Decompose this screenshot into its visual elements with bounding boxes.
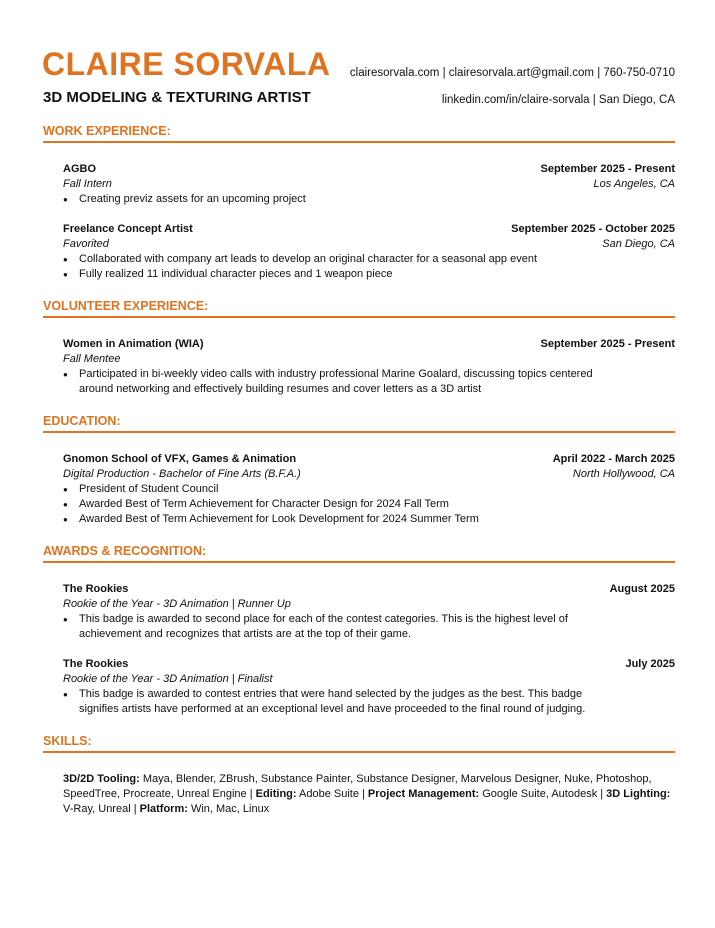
- section-heading: WORK EXPERIENCE:: [43, 123, 675, 143]
- entry-organization: Freelance Concept Artist: [63, 223, 193, 235]
- skill-category-label: Editing:: [255, 788, 297, 800]
- resume-section: [43, 413, 675, 527]
- entry-subheader: [63, 177, 675, 192]
- entry-subheader: [63, 672, 675, 687]
- entry-header: [63, 222, 675, 237]
- entry-bullets: [63, 367, 675, 397]
- resume-body: [43, 123, 675, 833]
- entry: [63, 162, 675, 207]
- bullet-item: ● Participated in bi-weekly video calls with industry professional Marine Goalard, discussing topics centered around networking and effectively building resumes and cover letters as a 3D artist: [63, 367, 675, 397]
- entry-header: [63, 582, 675, 597]
- entry-role: Rookie of the Year - 3D Animation | Finalist: [63, 673, 273, 685]
- skills-section: [43, 733, 675, 817]
- bullet-item: ● This badge is awarded to second place for each of the contest categories. This is the highest level of achievement and recognizes that artists are at the top of their game.: [63, 612, 675, 642]
- resume-name: CLAIRE SORVALA: [42, 46, 331, 82]
- entry: [63, 337, 675, 397]
- entry-bullets: [63, 192, 675, 207]
- entry-date: April 2022 - March 2025: [552, 453, 675, 465]
- entry: [63, 452, 675, 527]
- entry-date: September 2025 - Present: [540, 163, 675, 175]
- entry-subheader: [63, 597, 675, 612]
- skill-category-value: Maya, Blender, ZBrush, Substance Painter, Substance Designer, Marvelous Designer, Nuke, Photoshop, SpeedTree, Procreate, Unreal Engine |: [63, 773, 652, 800]
- entry-bullets: [63, 612, 675, 642]
- skill-category-label: Platform:: [139, 803, 188, 815]
- entry-date: August 2025: [609, 583, 675, 595]
- entry-subheader: [63, 237, 675, 252]
- entry: [63, 222, 675, 282]
- resume-section: [43, 123, 675, 282]
- section-body: [43, 337, 675, 397]
- entry: [63, 657, 675, 717]
- section-heading: SKILLS:: [43, 733, 675, 753]
- skill-category-value: Google Suite, Autodesk |: [479, 788, 607, 800]
- skill-category-label: 3D/2D Tooling:: [63, 773, 140, 785]
- bullet-item: ● Awarded Best of Term Achievement for Look Development for 2024 Summer Term: [63, 512, 675, 527]
- entry-location: North Hollywood, CA: [572, 468, 675, 480]
- entry-organization: AGBO: [63, 163, 96, 175]
- resume-title: 3D MODELING & TEXTURING ARTIST: [43, 89, 311, 106]
- entry: [63, 582, 675, 642]
- bullet-item: ● Creating previz assets for an upcoming project: [63, 192, 675, 207]
- entry-bullets: [63, 482, 675, 527]
- resume-section: [43, 543, 675, 717]
- skill-category-value: Win, Mac, Linux: [187, 803, 270, 815]
- skill-category-label: 3D Lighting:: [606, 788, 671, 800]
- section-body: [43, 582, 675, 717]
- entry-role: Rookie of the Year - 3D Animation | Runner Up: [63, 598, 291, 610]
- entry-subheader: [63, 467, 675, 482]
- entry-role: Fall Intern: [63, 178, 112, 190]
- section-heading: VOLUNTEER EXPERIENCE:: [43, 298, 675, 318]
- entry-organization: Gnomon School of VFX, Games & Animation: [63, 453, 297, 465]
- bullet-item: ● Collaborated with company art leads to develop an original character for a seasonal app event: [63, 252, 675, 267]
- entry-role: Favorited: [63, 238, 109, 250]
- entry-location: Los Angeles, CA: [593, 178, 675, 190]
- skill-category-value: V-Ray, Unreal |: [63, 803, 140, 815]
- contact-line-1: clairesorvala.com | clairesorvala.art@gmail.com | 760-750-0710: [349, 67, 675, 79]
- bullet-item: ● Awarded Best of Term Achievement for Character Design for 2024 Fall Term: [63, 497, 675, 512]
- entry-date: September 2025 - Present: [540, 338, 675, 350]
- contact-line-2: linkedin.com/in/claire-sorvala | San Diego, CA: [441, 94, 675, 106]
- entry-organization: The Rookies: [63, 583, 129, 595]
- section-body: [43, 162, 675, 282]
- section-heading: AWARDS & RECOGNITION:: [43, 543, 675, 563]
- entry-subheader: [63, 352, 675, 367]
- entry-organization: Women in Animation (WIA): [63, 338, 204, 350]
- skills-text: [43, 772, 675, 817]
- entry-date: September 2025 - October 2025: [511, 223, 675, 235]
- entry-header: [63, 657, 675, 672]
- entry-header: [63, 452, 675, 467]
- entry-header: [63, 162, 675, 177]
- skill-category-value: Adobe Suite |: [296, 788, 368, 800]
- entry-bullets: [63, 252, 675, 282]
- entry-role: Fall Mentee: [63, 353, 121, 365]
- resume-section: [43, 298, 675, 397]
- bullet-item: ● Fully realized 11 individual character pieces and 1 weapon piece: [63, 267, 675, 282]
- entry-organization: The Rookies: [63, 658, 129, 670]
- section-body: [43, 452, 675, 527]
- skill-category-label: Project Management:: [367, 788, 480, 800]
- entry-header: [63, 337, 675, 352]
- entry-location: San Diego, CA: [602, 238, 675, 250]
- bullet-item: ● This badge is awarded to contest entries that were hand selected by the judges as the best. This badge signifies artists have performed at an exceptional level and have proceeded to the final round of judging.: [63, 687, 675, 717]
- entry-role: Digital Production - Bachelor of Fine Arts (B.F.A.): [63, 468, 301, 480]
- entry-bullets: [63, 687, 675, 717]
- bullet-item: ● President of Student Council: [63, 482, 675, 497]
- section-heading: EDUCATION:: [43, 413, 675, 433]
- entry-date: July 2025: [625, 658, 675, 670]
